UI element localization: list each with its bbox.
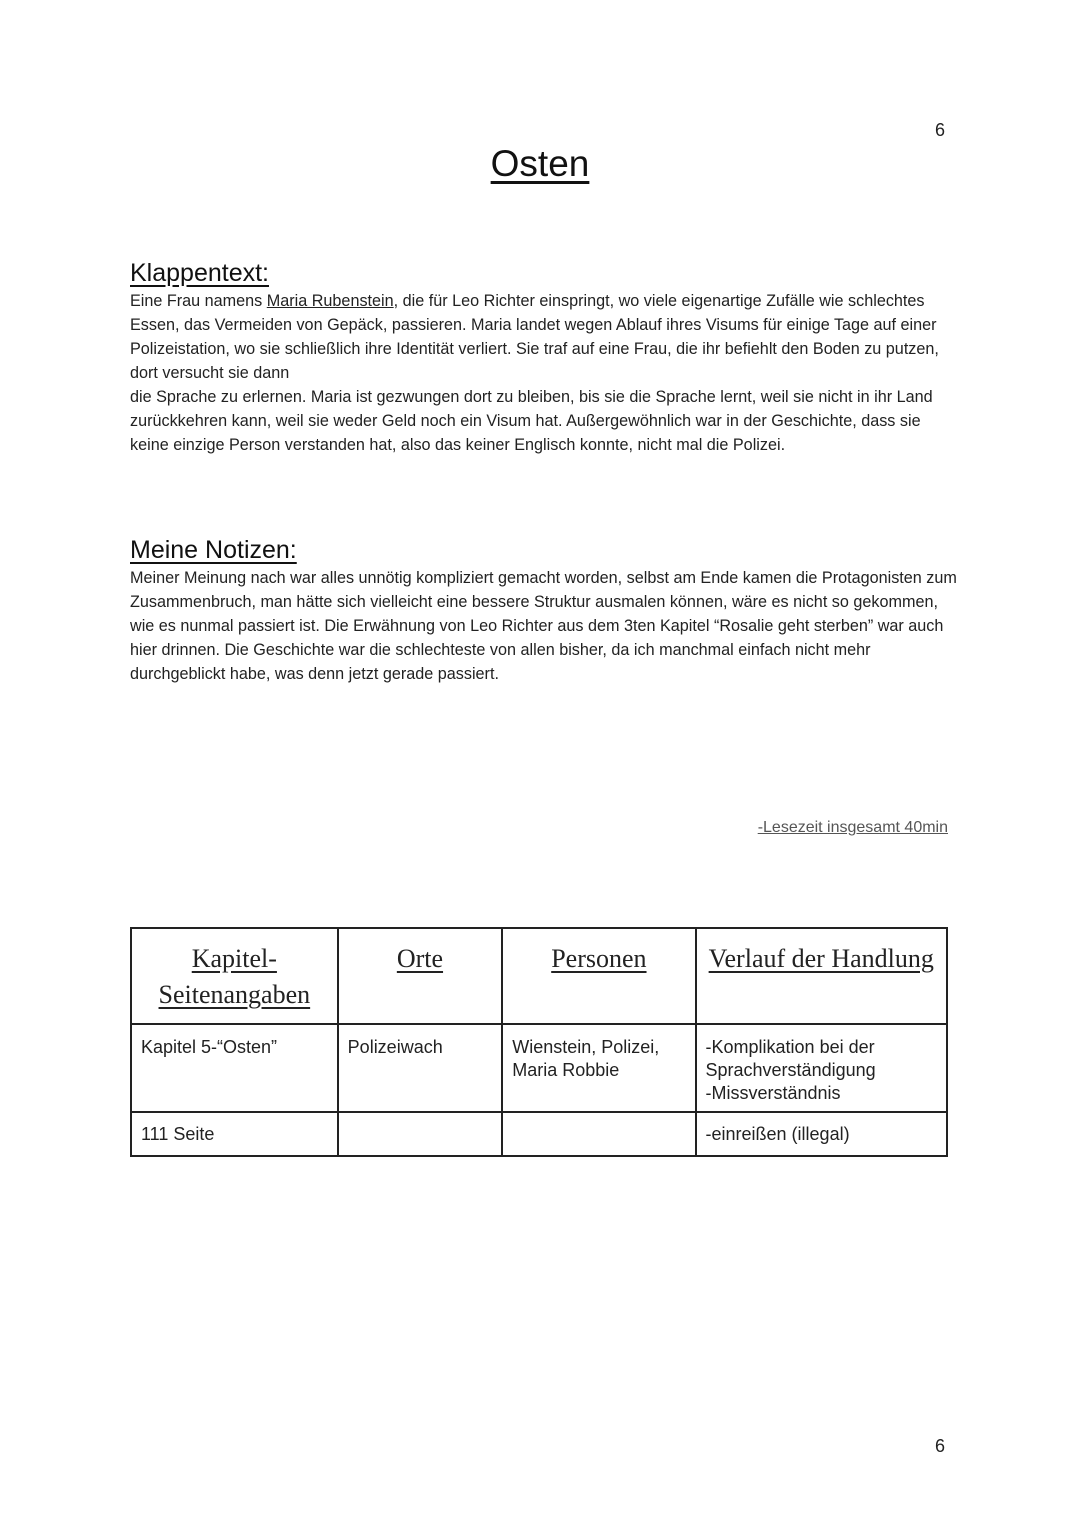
klappentext-text-rest: , die für Leo Richter einspringt, wo viele eigenartige Zufälle wie schlechtes Essen, das Vermeiden von Gepäck, passieren. Maria landet wegen Ablauf ihres Visums für einige Tage auf einer Polizeistation, wo sie schließlich ihre Identität verliert. Sie traf auf eine Frau, die ihr befiehlt den Boden zu putzen, dort versucht sie dann die Sprache zu erlernen. Maria ist gezwungen dort zu bleiben, bis sie die Sprache lernt, weil sie nicht in ihr Land zurückkehren kann, weil sie weder Geld noch ein Visum hat. Außergewöhnlich war in der Geschichte, dass sie keine einzige Person verstanden hat, also das keiner Englisch konnte, nicht mal die Polizei. [130, 292, 939, 454]
header-verlauf: Verlauf der Handlung [696, 928, 947, 1024]
klappentext-text-start: Eine Frau namens [130, 292, 267, 310]
table-row [131, 1024, 947, 1112]
klappentext-paragraph [130, 289, 960, 457]
page-title: Osten [490, 143, 590, 184]
klappentext-heading: Klappentext: [130, 259, 269, 287]
notizen-section [130, 534, 960, 686]
table-cell: Wienstein, Polizei, Maria Robbie [502, 1024, 695, 1112]
header-kapitel: Kapitel- Seitenangaben [131, 928, 338, 1024]
table-header-row [131, 928, 947, 1024]
protagonist-name: Maria Rubenstein [266, 292, 394, 310]
table-cell: -einreißen (illegal) [696, 1112, 947, 1156]
page-number-top: 6 [935, 120, 946, 140]
table-cell [502, 1112, 695, 1156]
table-cell: Polizeiwach [338, 1024, 503, 1112]
klappentext-section [130, 257, 960, 457]
table-cell: -Komplikation bei der Sprachverständigung -Missverständnis [696, 1024, 947, 1112]
chapter-table [130, 927, 948, 1157]
header-personen: Personen [502, 928, 695, 1024]
table-cell [338, 1112, 503, 1156]
table-cell: 111 Seite [131, 1112, 338, 1156]
table-row [131, 1112, 947, 1156]
notizen-paragraph: Meiner Meinung nach war alles unnötig kompliziert gemacht worden, selbst am Ende kamen die Protagonisten zum Zusammenbruch, man hätte sich vielleicht eine bessere Struktur ausmalen können, wäre es nicht so gekommen, wie es nunmal passiert ist. Die Erwähnung von Leo Richter aus dem 3ten Kapitel “Rosalie geht sterben” war auch hier drinnen. Die Geschichte war die schlechteste von allen bisher, da ich manchmal einfach nicht mehr durchgeblickt habe, was denn jetzt gerade passiert. [130, 569, 957, 683]
reading-time-note: -Lesezeit insgesamt 40min [757, 819, 948, 836]
page-number-bottom: 6 [935, 1436, 946, 1456]
header-orte: Orte [338, 928, 503, 1024]
table-cell: Kapitel 5-“Osten” [131, 1024, 338, 1112]
notizen-heading: Meine Notizen: [130, 536, 297, 564]
